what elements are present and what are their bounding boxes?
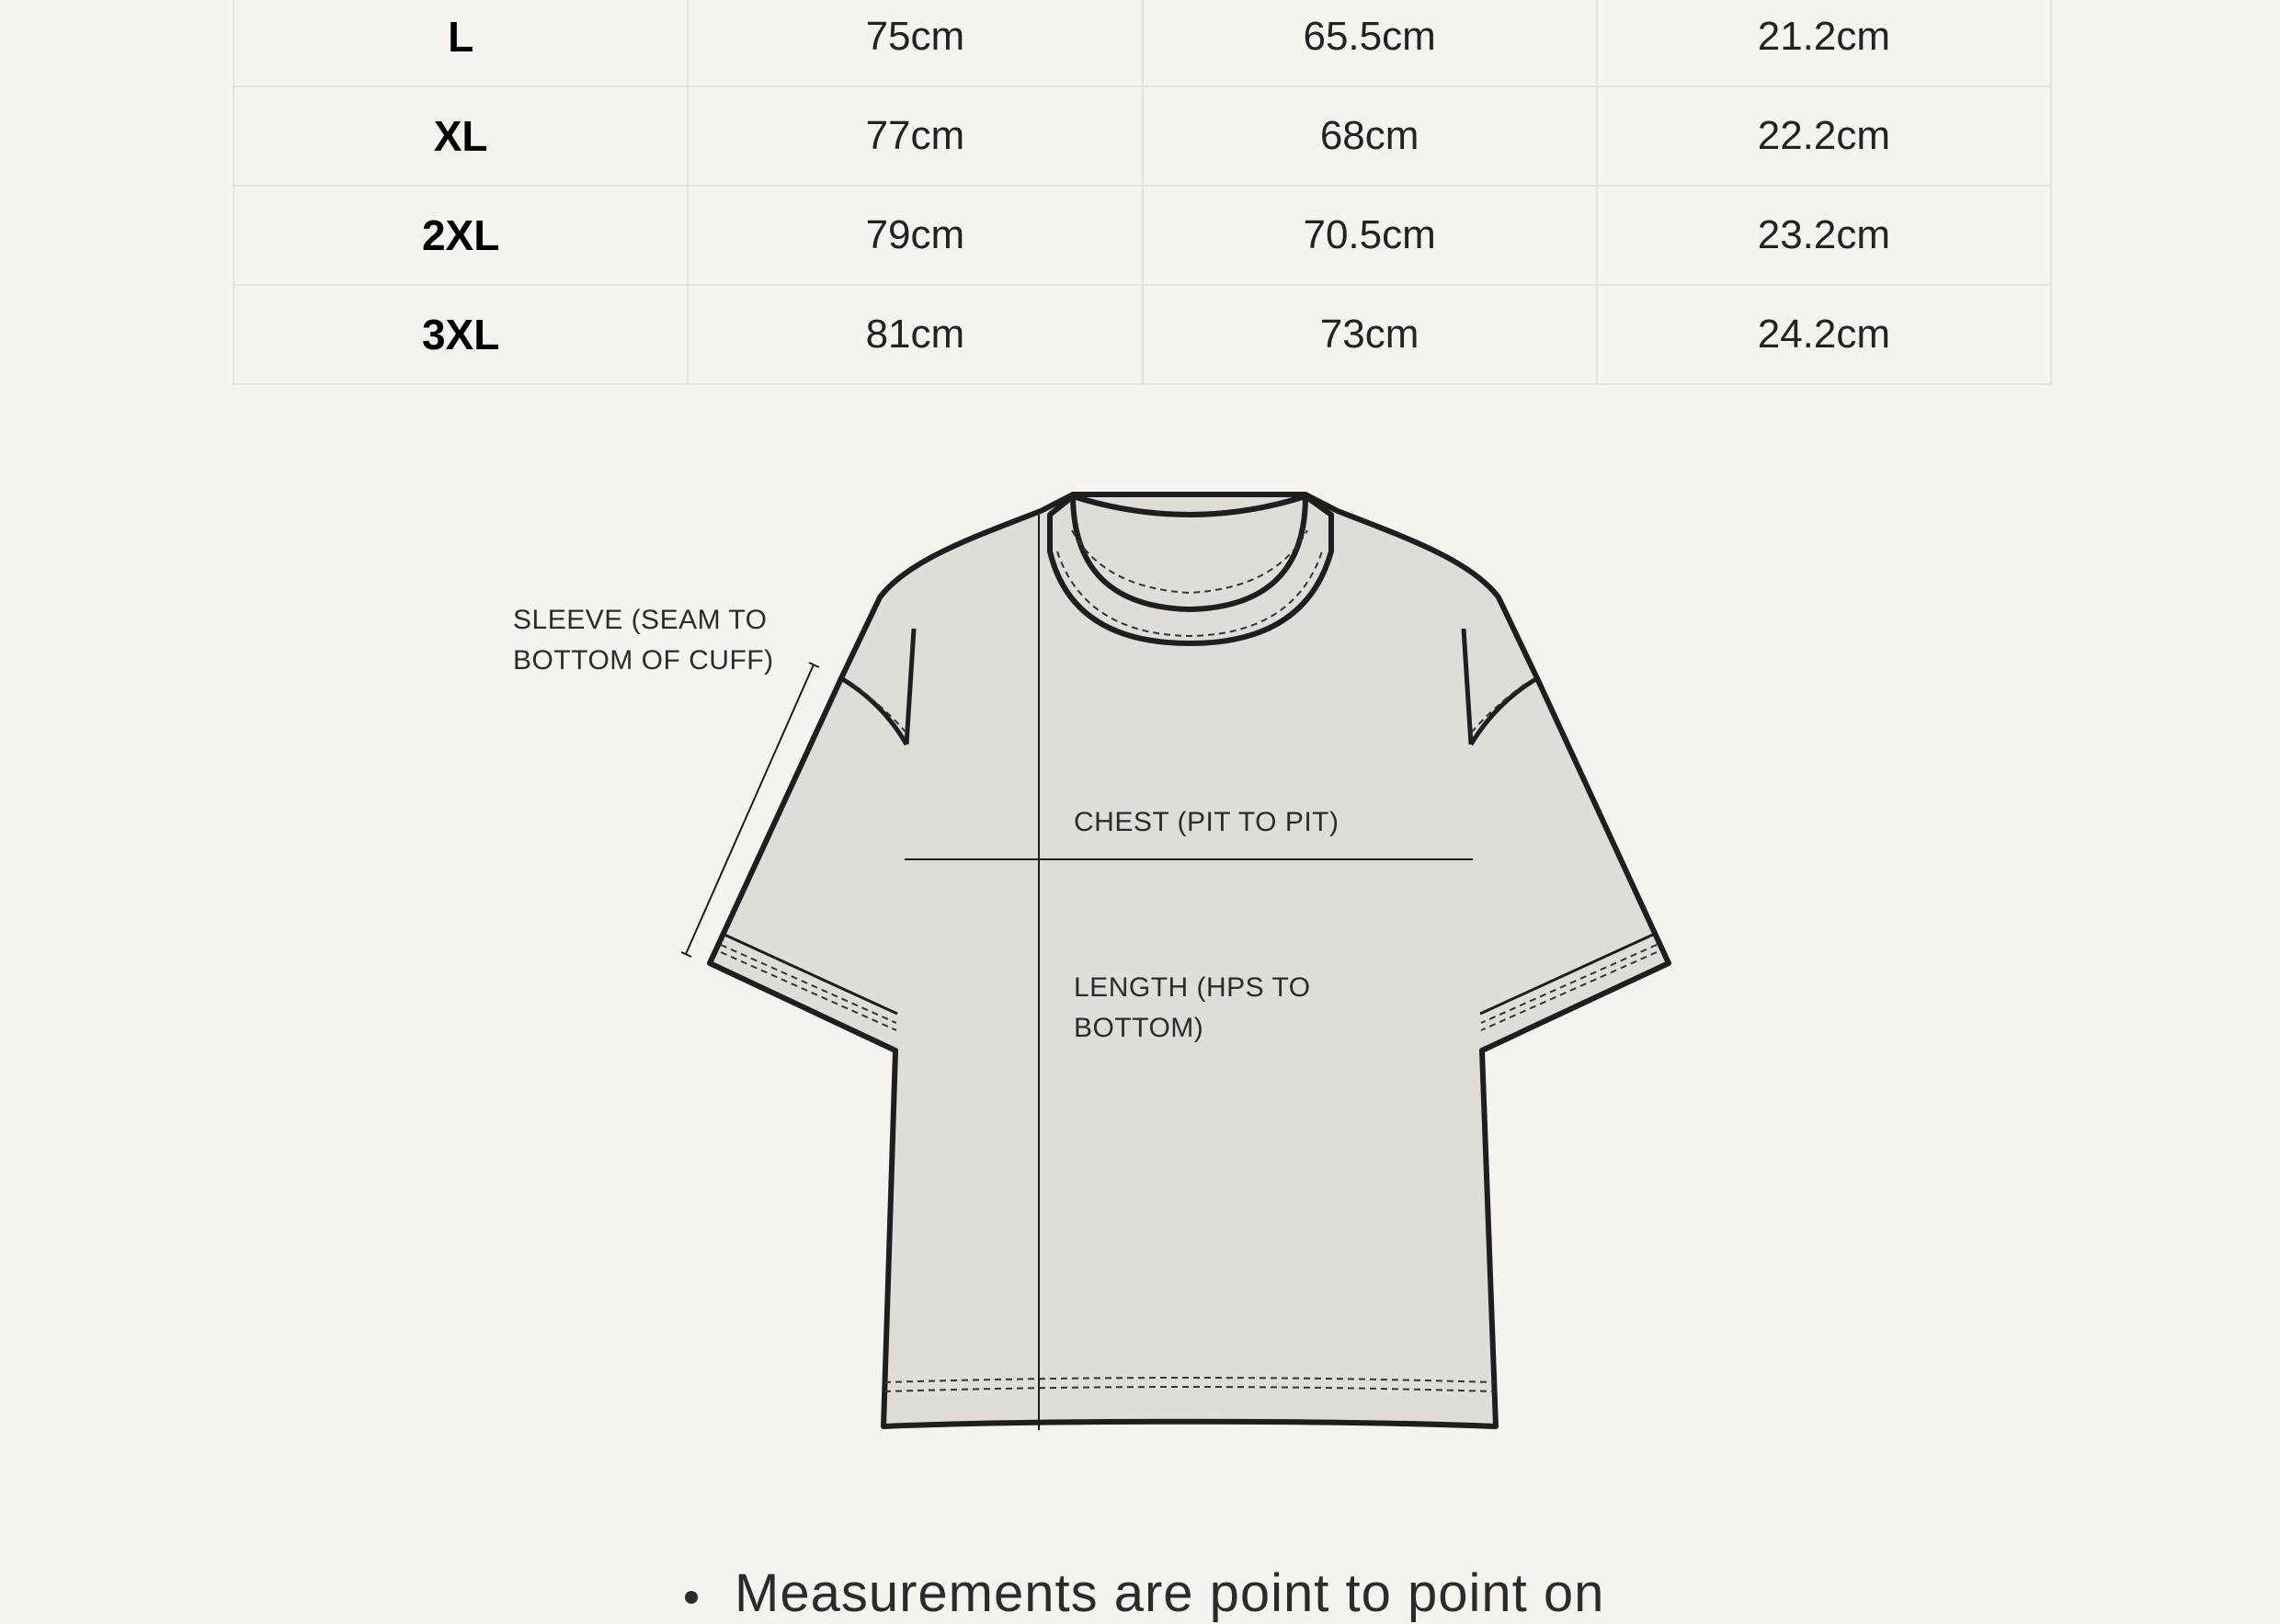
- sleeve-measure-tick: [809, 663, 819, 667]
- measurement-note: [685, 1562, 1604, 1624]
- size-cell: XL: [234, 86, 688, 186]
- length-cell: 75cm: [688, 0, 1142, 86]
- chest-cell: 65.5cm: [1143, 0, 1597, 86]
- sleeve-cell: 24.2cm: [1597, 285, 2051, 384]
- sleeve-label-line: BOTTOM OF CUFF): [513, 645, 774, 676]
- sleeve-label: [513, 600, 774, 681]
- sleeve-cell: 23.2cm: [1597, 186, 2051, 285]
- size-cell: 3XL: [234, 285, 688, 384]
- sleeve-cell: 22.2cm: [1597, 86, 2051, 186]
- chest-label: [1074, 802, 1340, 843]
- size-cell: L: [234, 0, 688, 86]
- length-label: [1074, 968, 1311, 1049]
- length-cell: 81cm: [688, 285, 1142, 384]
- sleeve-cell: 21.2cm: [1597, 0, 2051, 86]
- chest-cell: 68cm: [1143, 86, 1597, 186]
- length-cell: 79cm: [688, 186, 1142, 285]
- chest-label-text: CHEST (PIT TO PIT): [1074, 807, 1340, 837]
- chest-cell: 70.5cm: [1143, 186, 1597, 285]
- chest-cell: 73cm: [1143, 285, 1597, 384]
- length-cell: 77cm: [688, 86, 1142, 186]
- length-label-line: LENGTH (HPS TO: [1074, 972, 1311, 1003]
- length-label-line: BOTTOM): [1074, 1013, 1204, 1043]
- sleeve-label-line: SLEEVE (SEAM TO: [513, 605, 768, 635]
- bullet-icon: [685, 1591, 698, 1604]
- size-cell: 2XL: [234, 186, 688, 285]
- note-text: Measurements are point to point on: [735, 1563, 1605, 1623]
